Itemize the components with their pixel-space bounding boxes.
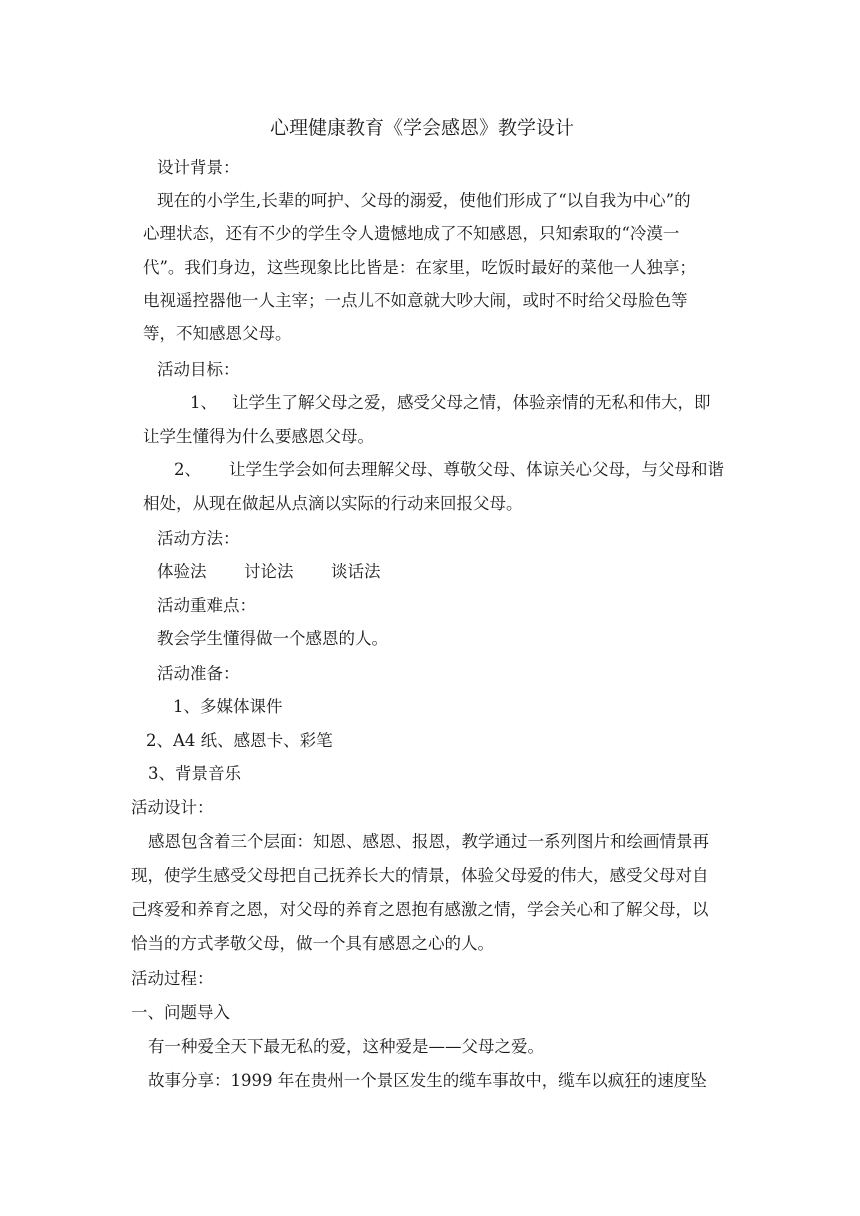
goal-2-number: 2、 — [174, 460, 201, 479]
design-line: 己疼爱和养育之恩，对父母的养育之恩抱有感激之情，学会关心和了解父母，以 — [131, 900, 709, 919]
goal-1-number: 1、 — [190, 393, 217, 412]
method-item: 体验法 — [157, 562, 207, 581]
process-heading: 活动过程： — [131, 969, 214, 988]
preparation-heading: 活动准备： — [157, 664, 240, 683]
process-line: 有一种爱全天下最无私的爱，这种爱是——父母之爱。 — [148, 1037, 544, 1056]
design-line: 恰当的方式孝敬父母，做一个具有感恩之心的人。 — [131, 934, 494, 953]
design-line: 感恩包含着三个层面：知恩、感恩、报恩，教学通过一系列图片和绘画情景再 — [148, 832, 709, 851]
goals-heading: 活动目标： — [157, 360, 240, 379]
background-line: 等，不知感恩父母。 — [143, 324, 292, 343]
goal-1-text-cont: 让学生懂得为什么要感恩父母。 — [143, 427, 374, 446]
background-line: 电视遥控器他一人主宰；一点儿不如意就大吵大闹，或时不时给父母脸色等 — [143, 291, 688, 310]
preparation-item: 2、A4 纸、感恩卡、彩笔 — [146, 731, 333, 750]
background-line: 心理状态，还有不少的学生令人遗憾地成了不知感恩，只知索取的“冷漠一 — [143, 224, 680, 243]
method-item: 讨论法 — [244, 562, 294, 581]
difficulty-text: 教会学生懂得做一个感恩的人。 — [157, 629, 388, 648]
background-heading: 设计背景： — [157, 158, 240, 177]
process-line: 故事分享：1999 年在贵州一个景区发生的缆车事故中，缆车以疯狂的速度坠 — [148, 1071, 707, 1090]
preparation-item: 3、背景音乐 — [148, 764, 241, 783]
goal-2-text-cont: 相处，从现在做起从点滴以实际的行动来回报父母。 — [143, 494, 523, 513]
background-line: 现在的小学生,长辈的呵护、父母的溺爱，使他们形成了“以自我为中心”的 — [157, 191, 691, 210]
background-line: 代”。我们身边，这些现象比比皆是：在家里，吃饭时最好的菜他一人独享； — [143, 258, 696, 277]
goal-1-text: 让学生了解父母之爱，感受父母之情，体验亲情的无私和伟大，即 — [232, 393, 711, 412]
design-heading: 活动设计： — [131, 798, 214, 817]
method-item: 谈话法 — [331, 562, 381, 581]
difficulty-heading: 活动重难点： — [157, 596, 256, 615]
process-section-heading: 一、问题导入 — [131, 1003, 230, 1022]
document-title: 心理健康教育《学会感恩》教学设计 — [270, 117, 575, 139]
goal-2-text: 让学生学会如何去理解父母、尊敬父母、体谅关心父母，与父母和谐 — [229, 460, 724, 479]
preparation-item: 1、多媒体课件 — [173, 697, 283, 716]
design-line: 现，使学生感受父母把自己抚养长大的情景，体验父母爱的伟大，感受父母对自 — [131, 866, 709, 885]
methods-heading: 活动方法： — [157, 529, 240, 548]
